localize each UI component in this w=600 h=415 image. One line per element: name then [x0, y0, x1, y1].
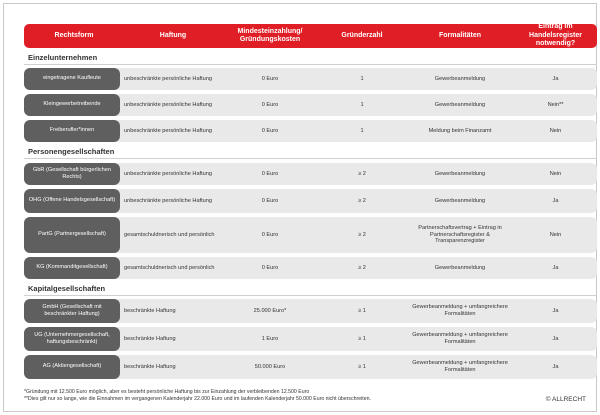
eintrag-cell: Ja [552, 75, 559, 82]
section-title-einzelunternehmen: Einzelunternehmen [28, 53, 98, 62]
formalitaeten-cell: Partnerschaftsvertrag + Eintrag in Partnerschaftsregister & Transparenzregister [418, 224, 502, 245]
kosten-cell: 0 Euro [261, 264, 279, 271]
table-row [24, 68, 597, 90]
haftung-cell: unbeschränkte persönliche Haftung [124, 127, 213, 134]
rechtsform-cell: UG (Unternehmergesellschaft, haftungsbeschränkt) [24, 327, 120, 351]
table-header [24, 24, 597, 48]
haftung-cell: unbeschränkte persönliche Haftung [124, 197, 213, 204]
table-row [24, 94, 597, 116]
eintrag-cell: Ja [552, 197, 559, 204]
formalitaeten-cell: Gewerbeanmeldung [434, 170, 486, 177]
section-divider [24, 158, 597, 159]
eintrag-cell: Nein** [547, 101, 564, 108]
section-divider [24, 64, 597, 65]
kosten-cell: 0 Euro [261, 170, 279, 177]
table-row [24, 120, 597, 142]
gruender-cell: 1 [360, 101, 364, 108]
rechtsform-cell: Kleingewerbetreibende [24, 94, 120, 116]
formalitaeten-cell: Gewerbeanmeldung [434, 101, 486, 108]
gruender-cell: ≥ 1 [358, 335, 366, 342]
footnotes [24, 389, 371, 403]
table-row [24, 355, 597, 379]
rechtsform-cell: OHG (Offene Handelsgesellschaft) [24, 189, 120, 213]
header-formalitaeten: Formalitäten [438, 31, 481, 39]
eintrag-cell: Ja [552, 264, 559, 271]
formalitaeten-cell: Gewerbeanmeldung + umfangreichere Formalitäten [412, 304, 508, 317]
kosten-cell: 50.000 Euro [254, 363, 286, 370]
formalitaeten-cell: Gewerbeanmeldung + umfangreichere Formalitäten [412, 332, 508, 345]
copyright-notice: © ALLRECHT [545, 396, 586, 403]
haftung-cell: unbeschränkte persönliche Haftung [124, 101, 213, 108]
eintrag-cell: Nein [549, 170, 562, 177]
table-row [24, 217, 597, 253]
kosten-cell: 1 Euro [261, 335, 279, 342]
formalitaeten-cell: Meldung beim Finanzamt [428, 127, 492, 134]
formalitaeten-cell: Gewerbeanmeldung + umfangreichere Formalitäten [412, 360, 508, 373]
gruender-cell: ≥ 2 [358, 170, 366, 177]
kosten-cell: 0 Euro [261, 75, 279, 82]
header-mindesteinzahlung: Mindesteinzahlung/ Gründungskosten [237, 27, 303, 43]
table-row [24, 327, 597, 351]
eintrag-cell: Ja [552, 335, 559, 342]
table-row [24, 299, 597, 323]
kosten-cell: 0 Euro [261, 197, 279, 204]
formalitaeten-cell: Gewerbeanmeldung [434, 264, 486, 271]
eintrag-cell: Ja [552, 363, 559, 370]
eintrag-cell: Ja [552, 307, 559, 314]
footnote-1: *Gründung mit 12.500 Euro möglich, aber es besteht persönliche Haftung bis zur Einzahlung der verbleibenden 12.500 Euro [24, 389, 310, 395]
kosten-cell: 0 Euro [261, 127, 279, 134]
eintrag-cell: Nein [549, 231, 562, 238]
rechtsform-cell: GmbH (Gesellschaft mit beschränkter Haftung) [24, 299, 120, 323]
formalitaeten-cell: Gewerbeanmeldung [434, 75, 486, 82]
header-haftung: Haftung [159, 31, 187, 39]
gruender-cell: ≥ 2 [358, 231, 366, 238]
haftung-cell: gesamtschuldnerisch und persönlich [124, 264, 215, 271]
rechtsform-cell: eingetragene Kaufleute [24, 68, 120, 90]
header-gruenderzahl: Gründerzahl [341, 31, 383, 39]
section-title-kapitalgesellschaften: Kapitalgesellschaften [28, 284, 106, 293]
header-rechtsform: Rechtsform [54, 31, 94, 39]
rechtsform-cell: Freiberufler*innen [24, 120, 120, 142]
kosten-cell: 0 Euro [261, 231, 279, 238]
section-divider [24, 295, 597, 296]
rechtsform-cell: PartG (Partnergesellschaft) [24, 217, 120, 253]
table-row [24, 257, 597, 279]
haftung-cell: unbeschränkte persönliche Haftung [124, 170, 213, 177]
haftung-cell: beschränkte Haftung [124, 363, 176, 370]
formalitaeten-cell: Gewerbeanmeldung [434, 197, 486, 204]
gruender-cell: ≥ 1 [358, 363, 366, 370]
table-row [24, 189, 597, 213]
kosten-cell: 0 Euro [261, 101, 279, 108]
haftung-cell: gesamtschuldnerisch und persönlich [124, 231, 215, 238]
haftung-cell: unbeschränkte persönliche Haftung [124, 75, 213, 82]
table-row [24, 163, 597, 185]
gruender-cell: 1 [360, 127, 364, 134]
gruender-cell: 1 [360, 75, 364, 82]
gruender-cell: ≥ 2 [358, 264, 366, 271]
haftung-cell: beschränkte Haftung [124, 335, 176, 342]
gruender-cell: ≥ 1 [358, 307, 366, 314]
section-title-personengesellschaften: Personengesellschaften [28, 147, 115, 156]
rechtsform-cell: KG (Kommanditgesellschaft) [24, 257, 120, 279]
rechtsform-cell: GbR (Gesellschaft bürgerlichen Rechts) [24, 163, 120, 185]
haftung-cell: beschränkte Haftung [124, 307, 176, 314]
footnote-2: **Dies gilt nur so lange, wie die Einnahmen im vergangenen Kalenderjahr 22.000 Euro und im laufenden Kalenderjahr 50.000 Euro nicht überschreiten. [24, 396, 371, 403]
gruender-cell: ≥ 2 [358, 197, 366, 204]
rechtsform-cell: AG (Aktiengesellschaft) [24, 355, 120, 379]
header-handelsregister: Eintrag im Handelsregister notwendig? [529, 23, 582, 48]
kosten-cell: 25.000 Euro* [253, 307, 287, 314]
eintrag-cell: Nein [549, 127, 562, 134]
